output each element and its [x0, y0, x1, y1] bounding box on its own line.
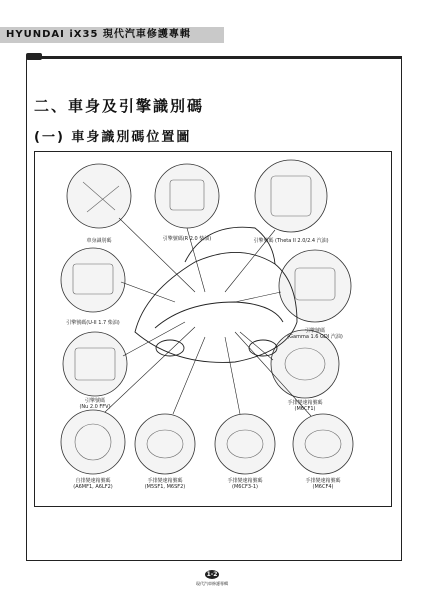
label-body-id: 車身識別碼: [86, 238, 112, 244]
label-trans-m5sf1-1: 手排變速箱號碼: [147, 478, 183, 484]
footer-caption: 現代汽車修護專輯: [196, 581, 228, 586]
label-trans-m6cf1-2: (M6CF1): [294, 406, 316, 412]
label-engine-u: 引擎號碼(U-II 1.7 柴油): [66, 320, 120, 326]
label-engine-nu-1: 引擎號碼: [84, 398, 106, 404]
label-trans-a6mf1-1: 自排變速箱號碼: [75, 478, 111, 484]
trans-m6cf3-vignette: [215, 414, 275, 474]
header-title: HYUNDAI iX35 現代汽車修護專輯: [6, 29, 191, 40]
engine-gamma-vignette: [279, 250, 351, 322]
page-number: 1-2: [206, 571, 218, 578]
trans-m6cf4-vignette: [293, 414, 353, 474]
header-bar: [0, 27, 224, 43]
engine-u-vignette: [61, 248, 125, 312]
section-title: 二、車身及引擎識別碼: [34, 97, 205, 115]
label-trans-m6cf3-1: 手排變速箱號碼: [227, 478, 263, 484]
engine-nu-vignette: [63, 332, 127, 396]
label-trans-a6mf1-2: (A6MF1, A6LF2): [73, 484, 113, 490]
label-engine-nu-2: (Nu 2.0 FFV): [79, 404, 111, 410]
engine-r20-vignette: [155, 164, 219, 228]
label-trans-m6cf4-2: (M6CF4): [312, 484, 334, 490]
trans-a6mf1-vignette: [61, 410, 125, 474]
label-trans-m6cf4-1: 手排變速箱號碼: [305, 478, 341, 484]
subsection-title: (一) 車身識別碼位置圖: [34, 130, 192, 145]
label-engine-r20: 引擎號碼(R 2.0 柴油): [162, 236, 212, 242]
label-engine-gamma-2: (Gamma 1.6 GDI 汽油): [287, 334, 343, 340]
car-illustration: [135, 227, 297, 362]
label-trans-m6cf3-2: (M6CF3-1): [232, 484, 258, 490]
label-trans-m6cf1-1: 手排變速箱號碼: [287, 400, 323, 406]
label-trans-m5sf1-2: (M5SF1, M6SF2): [144, 484, 186, 490]
label-engine-theta: 引擎號碼 (Theta II 2.0/2.4 汽油): [253, 238, 329, 244]
figure-drawing: [35, 152, 391, 506]
identification-location-figure: [34, 151, 392, 507]
trans-m6cf1-vignette: [271, 330, 339, 398]
engine-theta-vignette: [255, 160, 327, 232]
label-engine-gamma-1: 引擎號碼: [304, 328, 326, 334]
trans-m5sf1-vignette: [135, 414, 195, 474]
